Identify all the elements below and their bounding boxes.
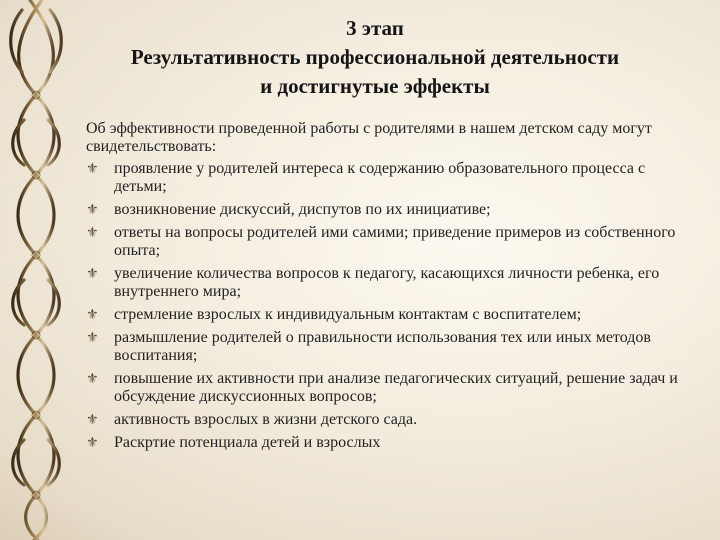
list-item [86,434,686,452]
fleur-de-lis-icon: ⚜ [86,266,99,282]
slide-title [80,14,670,101]
list-item [86,411,686,429]
fleur-de-lis-icon: ⚜ [86,412,99,428]
list-item [86,329,686,365]
list-item-text: активность взрослых в жизни детского сада. [114,411,418,428]
fleur-de-lis-icon: ⚜ [86,202,99,218]
title-line-stage: 3 этап [346,16,404,40]
fleur-de-lis-icon: ⚜ [86,307,99,323]
list-item-text: стремление взрослых к индивидуальным контактам с воспитателем; [114,306,582,323]
list-item [86,306,686,324]
list-item [86,265,686,301]
list-item [86,370,686,406]
list-item-text: возникновение дискуссий, диспутов по их инициативе; [114,201,491,218]
fleur-de-lis-icon: ⚜ [86,330,99,346]
title-line-sub: и достигнутые эффекты [260,74,490,98]
list-item-text: повышение их активности при анализе педагогических ситуаций, решение задач и обсуждение дискуссионных вопросов; [114,370,678,405]
list-item-text: размышление родителей о правильности использования тех или иных методов воспитания; [114,329,651,364]
fleur-de-lis-icon: ⚜ [86,225,99,241]
slide-content [86,120,686,457]
intro-paragraph: Об эффективности проведенной работы с родителями в нашем детском саду могут свидетельствовать: [86,120,652,155]
title-line-main: Результативность профессиональной деятельности [130,45,620,69]
list-item-text: увеличение количества вопросов к педагогу, касающихся личности ребенка, его внутреннего мира; [114,265,660,300]
fleur-de-lis-icon: ⚜ [86,161,99,177]
effects-list [86,160,686,452]
list-item [86,224,686,260]
fleur-de-lis-icon: ⚜ [86,371,99,387]
celtic-knot-ornament [2,0,70,540]
list-item-text: проявление у родителей интереса к содержанию образовательного процесса с детьми; [114,160,646,195]
list-item-text: Раскртие потенциала детей и взрослых [114,434,381,451]
fleur-de-lis-icon: ⚜ [86,435,99,451]
list-item [86,160,686,196]
list-item [86,201,686,219]
list-item-text: ответы на вопросы родителей ими самими; приведение примеров из собственного опыта; [114,224,676,259]
